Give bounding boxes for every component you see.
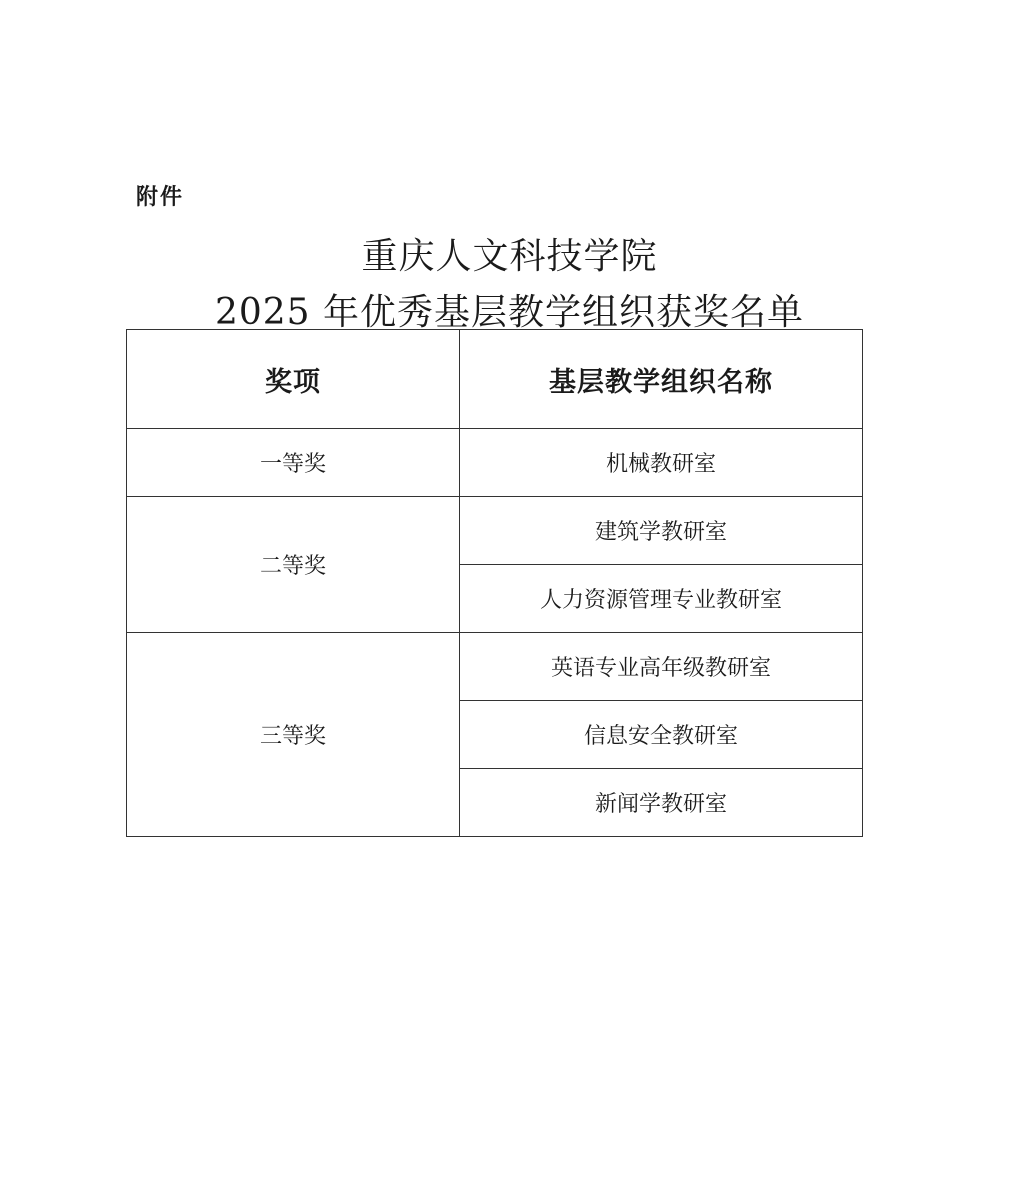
header-award: 奖项 (127, 330, 460, 429)
header-organization: 基层教学组织名称 (460, 330, 863, 429)
document-title-line1: 重庆人文科技学院 (361, 236, 658, 277)
table-row (127, 429, 863, 497)
award-cell-third: 三等奖 (127, 633, 460, 837)
award-table (126, 329, 863, 837)
organization-cell: 新闻学教研室 (460, 769, 863, 837)
table-row (127, 633, 863, 701)
award-cell-first: 一等奖 (127, 429, 460, 497)
organization-cell: 人力资源管理专业教研室 (460, 565, 863, 633)
organization-cell: 建筑学教研室 (460, 497, 863, 565)
table-header-row (127, 330, 863, 429)
organization-cell: 机械教研室 (460, 429, 863, 497)
table-row (127, 497, 863, 565)
organization-cell: 信息安全教研室 (460, 701, 863, 769)
organization-cell: 英语专业高年级教研室 (460, 633, 863, 701)
attachment-label: 附件 (136, 185, 185, 210)
award-cell-second: 二等奖 (127, 497, 460, 633)
document-title-line2: 2025 年优秀基层教学组织获奖名单 (214, 292, 805, 333)
